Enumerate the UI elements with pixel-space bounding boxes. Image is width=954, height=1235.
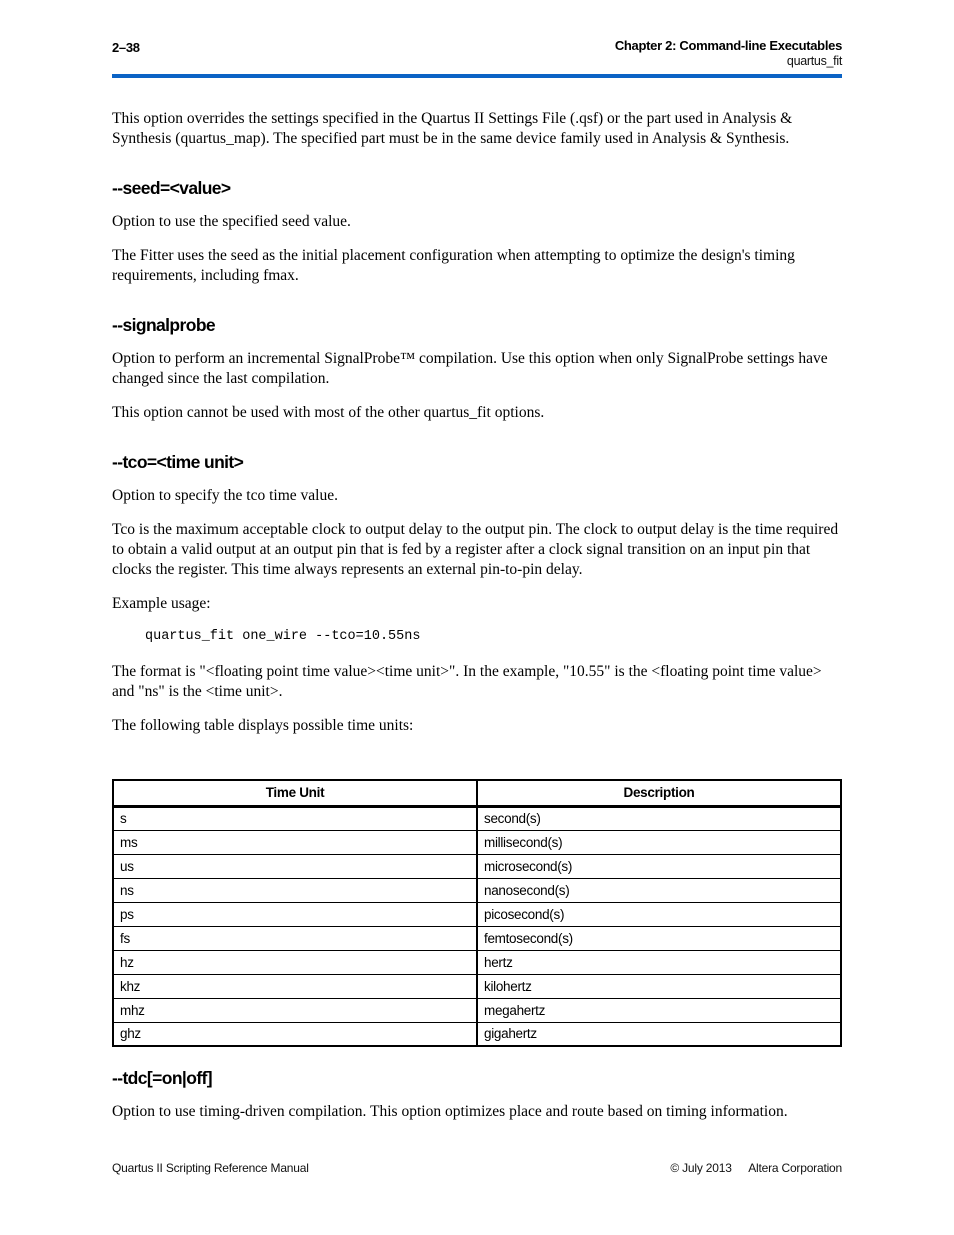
section-tdc: [112, 1068, 842, 1122]
cell-description: millisecond(s): [477, 830, 841, 854]
seed-paragraph-1: Option to use the specified seed value.: [112, 213, 351, 230]
footer-manual-title: Quartus II Scripting Reference Manual: [112, 1161, 309, 1175]
cell-description: picosecond(s): [477, 902, 841, 926]
cell-unit: s: [113, 806, 477, 830]
column-header-time-unit: Time Unit: [113, 780, 477, 806]
cell-unit: hz: [113, 950, 477, 974]
cell-unit: ns: [113, 878, 477, 902]
tdc-paragraph-1: Option to use timing-driven compilation. This option optimizes place and route based on timing information.: [112, 1103, 788, 1120]
time-units-table: [112, 779, 842, 1047]
chapter-title: Chapter 2: Command-line Executables: [614, 38, 842, 53]
table-row: [113, 974, 841, 998]
tco-heading: --tco=<time unit>: [112, 452, 244, 472]
tdc-heading: --tdc[=on|off]: [112, 1068, 213, 1088]
seed-heading: --seed=<value>: [112, 178, 231, 198]
cell-unit: ps: [113, 902, 477, 926]
tco-example-usage-label: Example usage:: [112, 595, 211, 612]
cell-description: second(s): [477, 806, 841, 830]
cell-unit: ghz: [113, 1022, 477, 1046]
cell-unit: mhz: [113, 998, 477, 1022]
running-header: [112, 38, 842, 69]
footer-right-block: [670, 1161, 842, 1175]
table-row: [113, 926, 841, 950]
table-row: [113, 950, 841, 974]
cell-description: microsecond(s): [477, 854, 841, 878]
cell-description: kilohertz: [477, 974, 841, 998]
table-header-row: [113, 780, 841, 806]
section-signalprobe: [112, 315, 842, 423]
cell-description: hertz: [477, 950, 841, 974]
cell-unit: fs: [113, 926, 477, 950]
tco-paragraph-1: Option to specify the tco time value.: [112, 487, 338, 504]
table-row: [113, 1022, 841, 1046]
header-rule: [112, 74, 842, 78]
cell-description: gigahertz: [477, 1022, 841, 1046]
running-footer: [112, 1161, 842, 1175]
cell-description: nanosecond(s): [477, 878, 841, 902]
cell-unit: khz: [113, 974, 477, 998]
tco-code-example: quartus_fit one_wire --tco=10.55ns: [145, 629, 421, 644]
intro-paragraph: This option overrides the settings specified in the Quartus II Settings File (.qsf) or the part used in Analysis & Synthesis (quartus_map). The specified part must be in the same device family used in Analysis & Synthesis.: [112, 110, 793, 147]
table-row: [113, 830, 841, 854]
table-row: [113, 902, 841, 926]
time-units-table-head: [113, 780, 841, 806]
table-row: [113, 998, 841, 1022]
signalprobe-paragraph-1: Option to perform an incremental SignalProbe™ compilation. Use this option when only SignalProbe settings have changed since the last compilation.: [112, 350, 828, 387]
table-row: [113, 854, 841, 878]
page-number: 2–38: [112, 40, 140, 55]
signalprobe-paragraph-2: This option cannot be used with most of the other quartus_fit options.: [112, 404, 545, 421]
time-units-table-body: [113, 806, 841, 1046]
section-tco: [112, 452, 842, 1047]
tco-format-paragraph: The format is "<floating point time value><time unit>". In the example, "10.55" is the <floating point time value> and "ns" is the <time unit>.: [112, 663, 822, 700]
column-header-description: Description: [477, 780, 841, 806]
tco-table-intro-paragraph: The following table displays possible time units:: [112, 717, 414, 734]
cell-description: femtosecond(s): [477, 926, 841, 950]
cell-unit: us: [113, 854, 477, 878]
header-chapter-block: [615, 38, 842, 69]
table-row: [113, 878, 841, 902]
cell-description: megahertz: [477, 998, 841, 1022]
section-seed: [112, 178, 842, 286]
signalprobe-heading: --signalprobe: [112, 315, 216, 335]
seed-paragraph-2: The Fitter uses the seed as the initial placement configuration when attempting to optimize the design's timing requirements, including fmax.: [112, 247, 795, 284]
section-subtitle: quartus_fit: [786, 54, 842, 68]
footer-company: Altera Corporation: [748, 1161, 842, 1175]
footer-copyright: © July 2013: [670, 1161, 732, 1175]
table-row: [113, 806, 841, 830]
cell-unit: ms: [113, 830, 477, 854]
tco-paragraph-2: Tco is the maximum acceptable clock to output delay to the output pin. The clock to output delay is the time required to obtain a valid output at an output pin that is fed by a register after a clock signal transition on an input pin that clocks the register. This time always represents an external pin-to-pin delay.: [112, 521, 839, 578]
